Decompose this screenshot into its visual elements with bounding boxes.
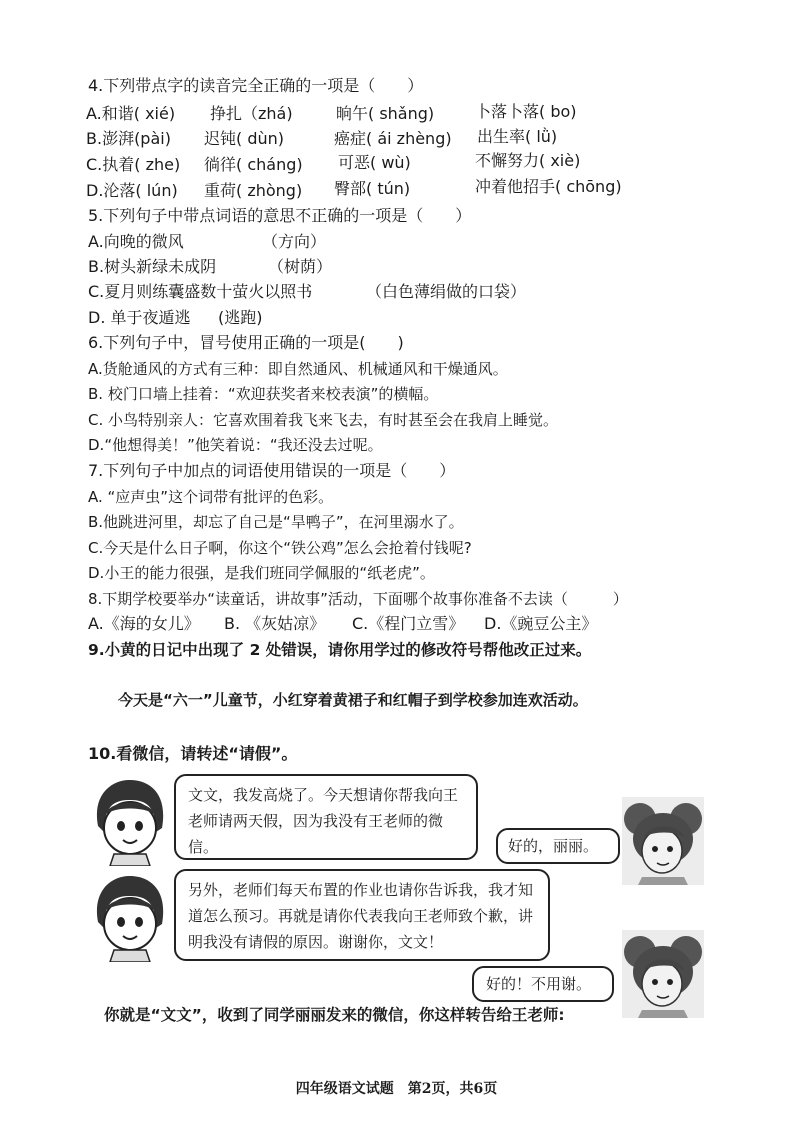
q4-c2: 徜徉( cháng) [204, 155, 303, 174]
q6-c: C. 小鸟特别亲人：它喜欢围着我飞来飞去，有时甚至会在我肩上睡觉。 [88, 411, 559, 429]
q7-d: D.小王的能力很强，是我们班同学佩服的“纸老虎”。 [88, 564, 435, 582]
message-bubble-1: 文文，我发高烧了。今天想请你帮我向王老师请两天假，因为我没有王老师的微信。 [174, 774, 478, 860]
q4-d4: 冲着他招手( chōng) [475, 177, 622, 196]
q8-d: D.《豌豆公主》 [484, 614, 598, 633]
friend-photo-1-icon [622, 797, 704, 885]
reply-bubble-2: 好的！不用谢。 [472, 966, 614, 1002]
q9-sentence: 今天是“六一”儿童节，小红穿着黄裙子和红帽子到学校参加连欢活动。 [118, 691, 588, 709]
q10-prompt: 你就是“文文”，收到了同学丽丽发来的微信，你这样转告给王老师: [104, 1006, 565, 1024]
q5-a-gloss: （方向） [262, 232, 327, 251]
message-bubble-2: 另外，老师们每天布置的作业也请你告诉我，我才知道怎么预习。再就是请你代表我向王老师致个歉，讲明我没有请假的原因。谢谢你，文文！ [174, 869, 550, 961]
q4-a3: 晌午( shǎng) [336, 104, 435, 123]
friend-photo-2-icon [622, 930, 704, 1018]
q7-b: B.他跳进河里，却忘了自己是“旱鸭子”，在河里溺水了。 [88, 513, 464, 531]
q4-c1: C.执着( zhe) [86, 155, 181, 174]
q4-a1: A.和谐( xié) [86, 104, 176, 123]
girl-avatar-1-icon [90, 776, 170, 866]
q8-stem: 8.下期学校要举办“读童话，讲故事”活动，下面哪个故事你准备不去读（ ） [88, 590, 628, 608]
page-footer: 四年级语文试题 第2页，共6页 [295, 1081, 498, 1097]
q4-a2: 挣扎（zhá) [210, 104, 293, 123]
q6-d: D.“他想得美！”他笑着说：“我还没去过呢。 [88, 436, 383, 454]
q7-stem: 7.下列句子中加点的词语使用错误的一项是（ ） [88, 461, 456, 480]
girl-avatar-2-icon [90, 872, 170, 962]
q4-b1: B.澎湃(pài) [86, 129, 171, 148]
q4-b3: 癌症( ái zhèng) [334, 129, 452, 148]
q4-a4: 卜落卜落( bo) [475, 102, 577, 121]
q9-stem: 9.小黄的日记中出现了 2 处错误，请你用学过的修改符号帮他改正过来。 [88, 641, 592, 659]
q5-a: A.向晚的微风 [88, 232, 184, 251]
q6-a: A.货舱通风的方式有三种：即自然通风、机械通风和干燥通风。 [88, 360, 508, 378]
q5-stem: 5.下列句子中带点词语的意思不正确的一项是（ ） [88, 206, 472, 225]
q4-b2: 迟钝( dùn) [204, 129, 285, 148]
q5-b-gloss: （树荫） [268, 257, 333, 276]
q8-c: C.《程门立雪》 [352, 614, 465, 633]
q10-stem: 10.看微信，请转述“请假”。 [88, 744, 298, 763]
q4-c4: 不懈努力( xiè) [475, 151, 581, 170]
q8-b: B. 《灰姑凉》 [224, 614, 326, 633]
q4-c3: 可恶( wù) [338, 153, 411, 172]
q4-b4: 出生率( lǜ) [477, 127, 558, 146]
q5-d: D. 单于夜遁逃 [88, 308, 191, 327]
q8-a: A.《海的女儿》 [88, 614, 200, 633]
q4-d3: 臀部( tún) [334, 179, 411, 198]
q5-c-gloss: （白色薄绢做的口袋） [366, 282, 527, 301]
q7-c: C.今天是什么日子啊，你这个“铁公鸡”怎么会抢着付钱呢? [88, 539, 472, 557]
q4-d1: D.沦落( lún) [86, 181, 178, 200]
q4-stem: 4.下列带点字的读音完全正确的一项是（ ） [88, 76, 424, 95]
q5-b: B.树头新绿未成阴 [88, 257, 217, 276]
q5-d-gloss: (逃跑) [218, 308, 263, 327]
q4-d2: 重荷( zhòng) [204, 181, 303, 200]
reply-bubble-1: 好的，丽丽。 [496, 828, 620, 864]
q5-c: C.夏月则练囊盛数十萤火以照书 [88, 282, 313, 301]
q7-a: A. “应声虫”这个词带有批评的色彩。 [88, 488, 334, 506]
q6-b: B. 校门口墙上挂着：“欢迎获奖者来校表演”的横幅。 [88, 385, 439, 403]
q6-stem: 6.下列句子中，冒号使用正确的一项是( ) [88, 333, 404, 352]
